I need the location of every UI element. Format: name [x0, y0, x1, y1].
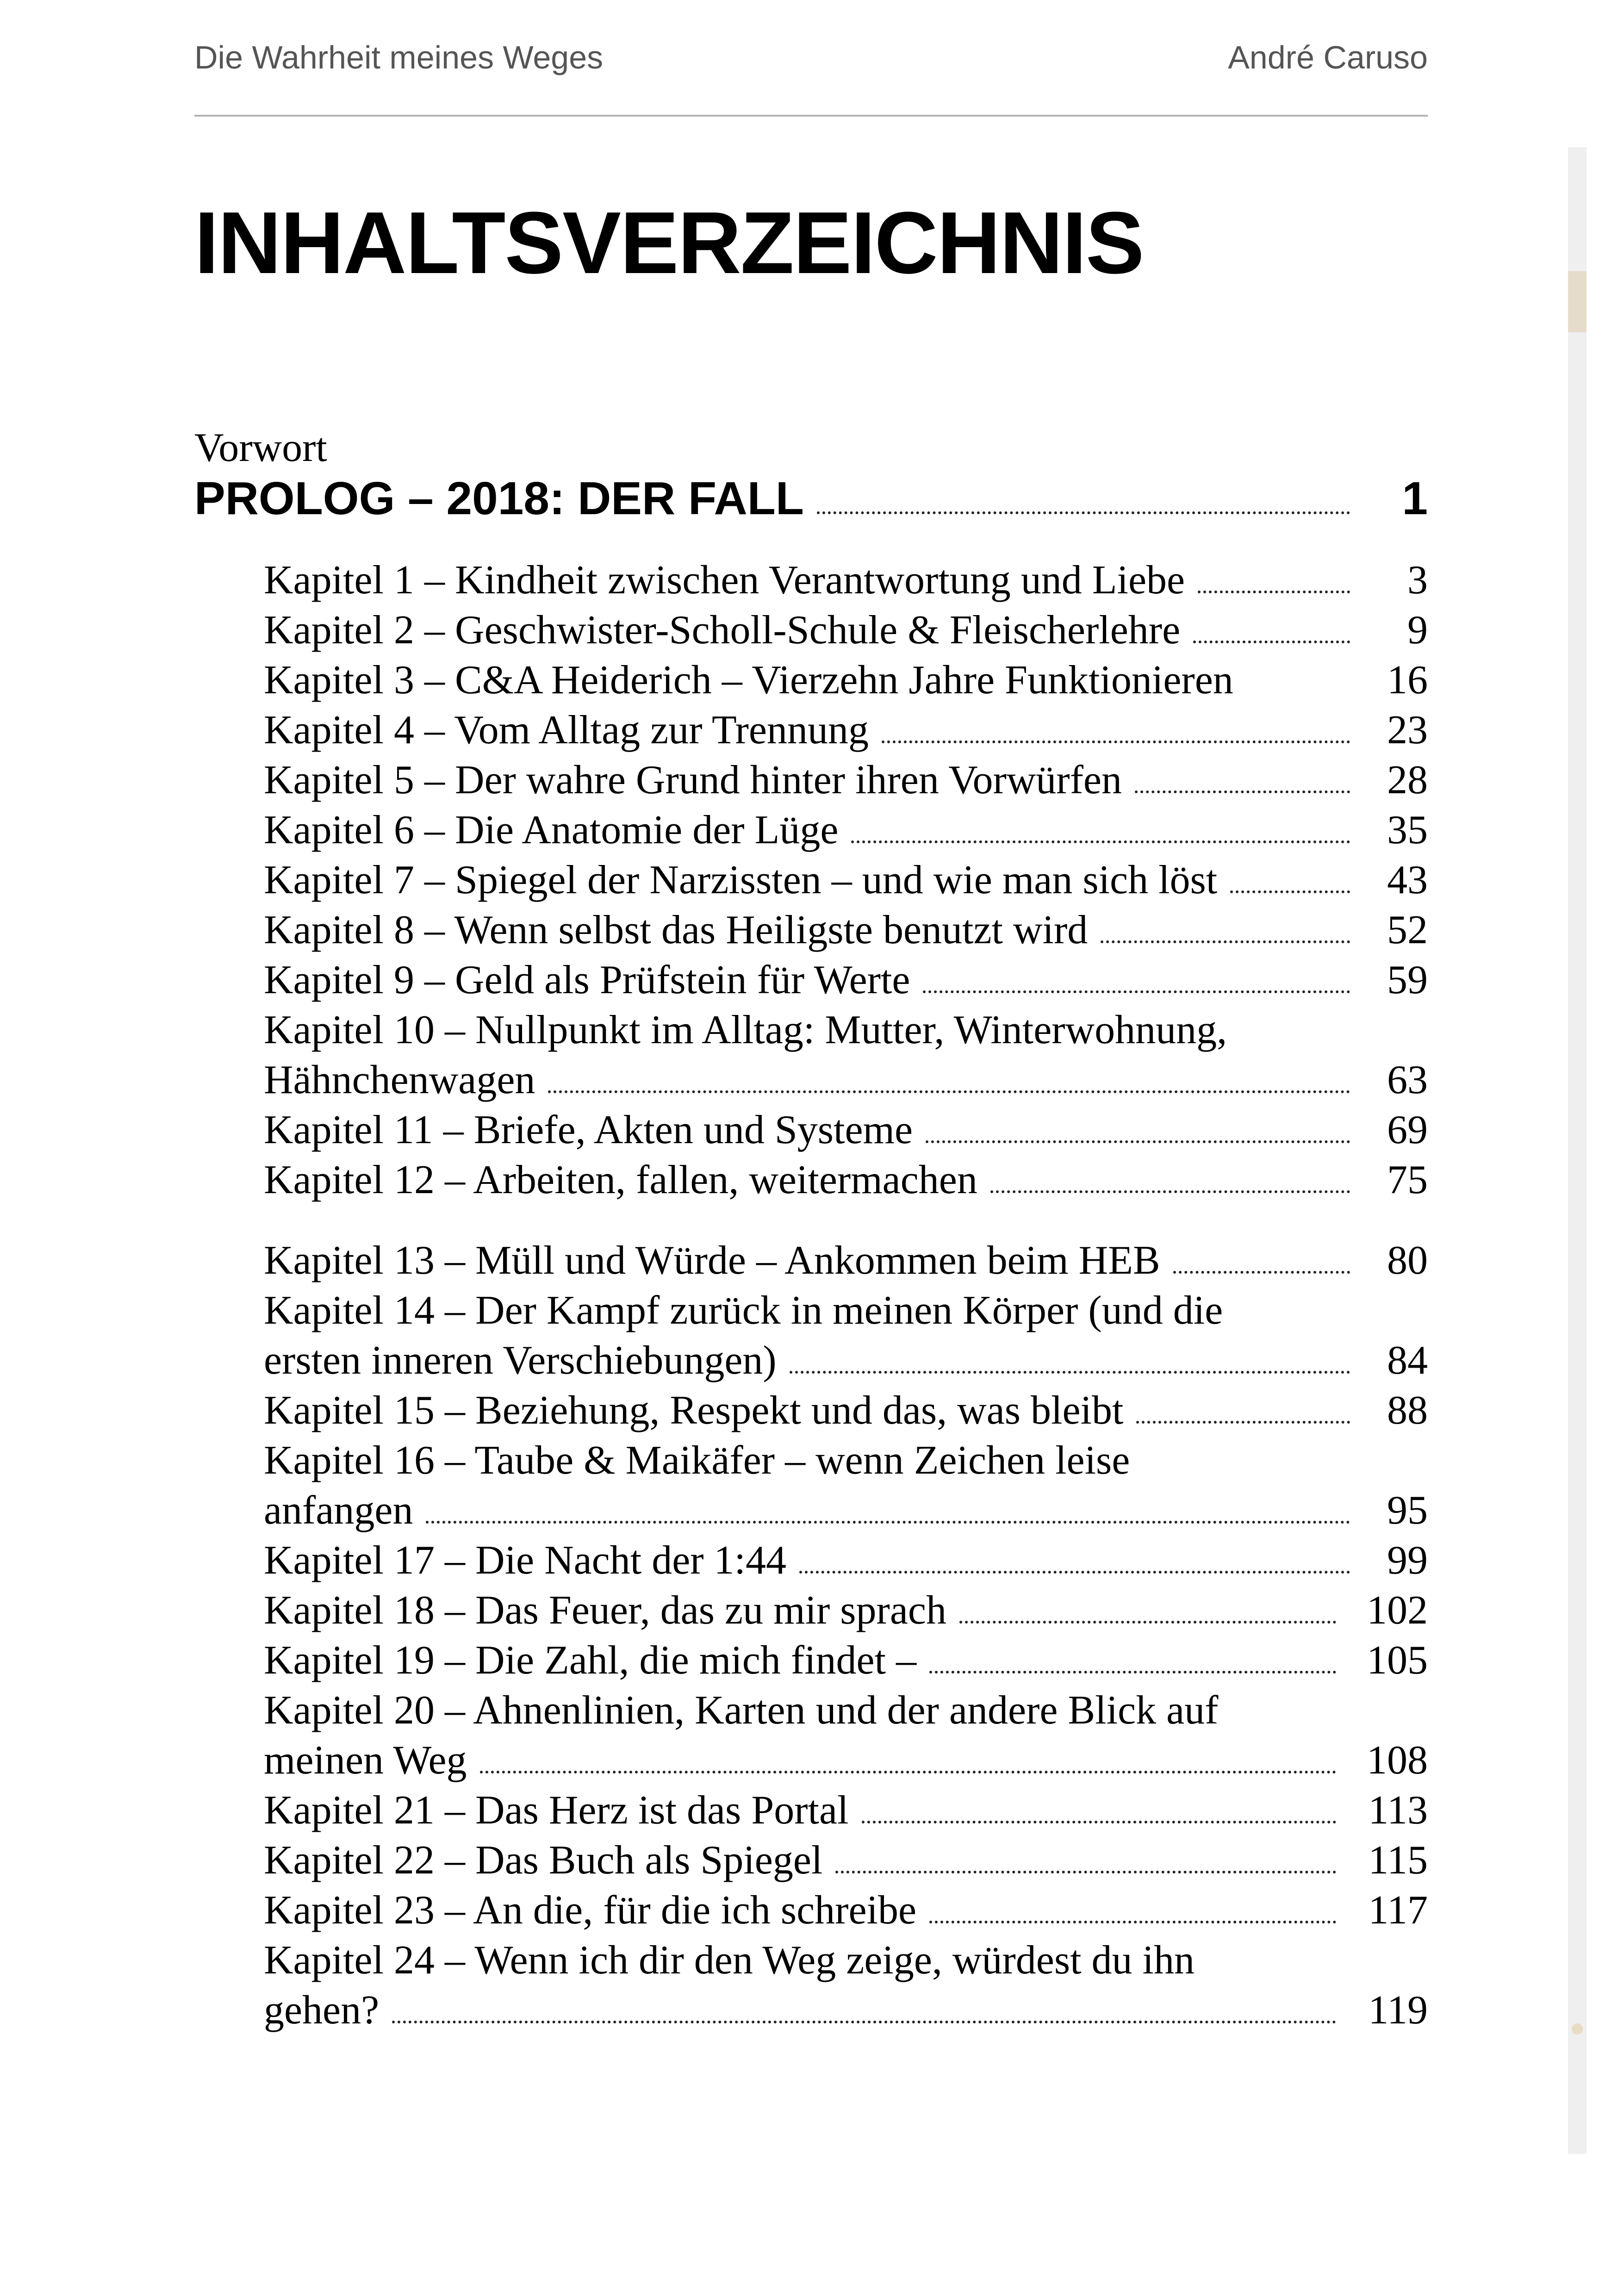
toc-entry[interactable] — [264, 755, 1428, 805]
dot-leader — [1193, 639, 1350, 643]
scroll-position-marker — [1572, 2023, 1583, 2035]
header-divider — [194, 115, 1428, 117]
dot-leader — [862, 1819, 1337, 1823]
toc-entry-row — [264, 1836, 1428, 1885]
toc-entry-page-number: 28 — [1387, 758, 1428, 803]
running-header — [194, 36, 1428, 79]
dot-leader — [480, 1769, 1337, 1773]
toc-entry-row — [264, 1236, 1428, 1286]
toc-entry-page-number: 3 — [1407, 558, 1428, 603]
dot-leader — [799, 1569, 1350, 1574]
toc-entry-title: Kapitel 11 – Briefe, Akten und Systeme — [264, 1108, 913, 1152]
toc-entry-page-number: 95 — [1387, 1488, 1428, 1533]
toc-entry-page-number: 108 — [1367, 1738, 1428, 1783]
toc-entry-title-line1: Kapitel 20 – Ahnenlinien, Karten und der andere Blick auf — [264, 1688, 1219, 1733]
scrollbar-track[interactable] — [1568, 147, 1587, 2154]
toc-entry-row — [264, 1736, 1428, 1786]
toc-entry-page-number: 88 — [1387, 1388, 1428, 1433]
toc-entry-row — [264, 1155, 1428, 1205]
toc-entry-page-number: 35 — [1387, 808, 1428, 852]
toc-entry-title: Kapitel 21 – Das Herz ist das Portal — [264, 1788, 849, 1833]
toc-entry-page-number: 43 — [1387, 858, 1428, 902]
toc-entry-page-number: 80 — [1387, 1238, 1428, 1283]
toc-entry-title-line1: Kapitel 14 – Der Kampf zurück in meinen Körper (und die — [264, 1288, 1223, 1333]
toc-entry-row — [264, 605, 1428, 655]
toc-entry[interactable] — [264, 1786, 1428, 1836]
toc-chapter-list — [264, 555, 1428, 2035]
toc-entry[interactable] — [264, 855, 1428, 905]
book-title: Die Wahrheit meines Weges — [194, 39, 604, 75]
toc-entry-page-number: 115 — [1368, 1838, 1428, 1883]
toc-entry-row — [264, 705, 1428, 755]
toc-entry-row — [264, 1586, 1428, 1636]
toc-entry-row — [264, 1105, 1428, 1155]
toc-entry-title: Kapitel 3 – C&A Heiderich – Vierzehn Jahre Funktionieren — [264, 658, 1233, 703]
toc-entry-page-number: 52 — [1387, 908, 1428, 952]
prolog-page-number: 1 — [1402, 473, 1428, 524]
toc-entry-row — [264, 1486, 1428, 1536]
toc-foreword[interactable]: Vorwort — [194, 425, 327, 470]
toc-entry-title-line2: meinen Weg — [264, 1738, 467, 1783]
dot-leader — [426, 1519, 1350, 1524]
toc-entry-row — [264, 1536, 1428, 1586]
toc-entry-row — [264, 1336, 1428, 1386]
toc-entry-row — [264, 1885, 1428, 1935]
toc-entry-title-line2: gehen? — [264, 1988, 380, 2033]
toc-entry-title-line2: anfangen — [264, 1488, 413, 1533]
toc-entry[interactable] — [264, 1836, 1428, 1885]
toc-entry-row — [264, 755, 1428, 805]
toc-entry-title: Kapitel 7 – Spiegel der Narzissten – und wie man sich löst — [264, 858, 1218, 902]
dot-leader — [1173, 1269, 1350, 1274]
toc-entry-row — [264, 855, 1428, 905]
toc-entry-title-line1: Kapitel 10 – Nullpunkt im Alltag: Mutter, Winterwohnung, — [264, 1008, 1227, 1052]
toc-entry[interactable] — [264, 1636, 1428, 1686]
toc-entry-page-number: 117 — [1368, 1888, 1428, 1933]
toc-entry-page-number: 119 — [1368, 1988, 1428, 2033]
toc-entry-page-number: 84 — [1387, 1338, 1428, 1383]
toc-entry-title-line2: Hähnchenwagen — [264, 1058, 535, 1102]
toc-entry-title: Kapitel 12 – Arbeiten, fallen, weitermachen — [264, 1157, 977, 1202]
toc-entry[interactable] — [264, 1586, 1428, 1636]
toc-entry-title: Kapitel 18 – Das Feuer, das zu mir sprach — [264, 1588, 946, 1633]
dot-leader — [392, 2019, 1336, 2023]
toc-entry-title: Kapitel 8 – Wenn selbst das Heiligste benutzt wird — [264, 908, 1088, 952]
dot-leader — [1136, 1419, 1350, 1424]
toc-entry-title: Kapitel 17 – Die Nacht der 1:44 — [264, 1538, 787, 1583]
toc-entry-row — [264, 955, 1428, 1005]
toc-entry-page-number: 113 — [1368, 1788, 1428, 1833]
toc-entry-row — [264, 1386, 1428, 1436]
toc-entry-page-number: 9 — [1407, 608, 1428, 653]
toc-entry[interactable] — [264, 605, 1428, 655]
toc-entry-title: Kapitel 5 – Der wahre Grund hinter ihren Vorwürfen — [264, 758, 1122, 803]
dot-leader — [1135, 789, 1350, 793]
toc-entry-title: Kapitel 22 – Das Buch als Spiegel — [264, 1838, 823, 1883]
toc-entry-page-number: 105 — [1367, 1638, 1428, 1683]
dot-leader — [817, 510, 1350, 514]
dot-leader — [959, 1619, 1336, 1624]
dot-leader — [882, 739, 1350, 743]
toc-prolog-entry[interactable] — [194, 472, 1428, 523]
toc-entry[interactable] — [264, 1536, 1428, 1586]
toc-entry-row — [264, 1636, 1428, 1686]
toc-entry-row — [264, 905, 1428, 955]
dot-leader — [929, 1669, 1336, 1674]
toc-entry-title: Kapitel 1 – Kindheit zwischen Verantwortung und Liebe — [264, 558, 1185, 603]
toc-entry-page-number: 69 — [1387, 1108, 1428, 1152]
dot-leader — [926, 1139, 1350, 1143]
toc-entry-title: Kapitel 6 – Die Anatomie der Lüge — [264, 808, 839, 852]
dot-leader — [929, 1919, 1336, 1923]
toc-entry-title: Kapitel 23 – An die, für die ich schreibe — [264, 1888, 917, 1933]
toc-entry-row — [264, 655, 1428, 705]
toc-entry-title-line1: Kapitel 16 – Taube & Maikäfer – wenn Zeichen leise — [264, 1438, 1130, 1483]
prolog-label: PROLOG – 2018: DER FALL — [194, 473, 804, 524]
toc-entry[interactable] — [264, 905, 1428, 955]
toc-entry[interactable] — [264, 555, 1428, 605]
toc-entry-row — [264, 1786, 1428, 1836]
toc-entry-page-number: 102 — [1367, 1588, 1428, 1633]
toc-entry-title: Kapitel 4 – Vom Alltag zur Trennung — [264, 708, 869, 753]
toc-entry-row — [264, 805, 1428, 855]
toc-entry[interactable] — [264, 1286, 1428, 1386]
toc-entry[interactable] — [264, 805, 1428, 855]
toc-entry[interactable] — [264, 1935, 1428, 2035]
toc-entry-page-number: 75 — [1387, 1157, 1428, 1202]
toc-entry[interactable] — [264, 1236, 1428, 1286]
toc-entry[interactable] — [264, 1105, 1428, 1155]
toc-entry-title-line2: ersten inneren Verschiebungen) — [264, 1338, 777, 1383]
dot-leader — [790, 1369, 1350, 1374]
toc-entry-page-number: 16 — [1387, 658, 1428, 703]
toc-entry[interactable] — [264, 705, 1428, 755]
toc-entry-title: Kapitel 13 – Müll und Würde – Ankommen beim HEB — [264, 1238, 1160, 1283]
dot-leader — [548, 1089, 1350, 1093]
toc-entry[interactable] — [264, 1386, 1428, 1436]
dot-leader — [1198, 589, 1350, 593]
dot-leader — [923, 989, 1350, 993]
toc-entry[interactable] — [264, 955, 1428, 1005]
toc-entry[interactable] — [264, 1436, 1428, 1536]
toc-entry-page-number: 59 — [1387, 958, 1428, 1002]
scrollbar-thumb[interactable] — [1568, 271, 1587, 332]
toc-entry-title: Kapitel 15 – Beziehung, Respekt und das, was bleibt — [264, 1388, 1124, 1433]
dot-leader — [851, 839, 1350, 843]
dot-leader — [835, 1869, 1336, 1873]
toc-entry[interactable] — [264, 1005, 1428, 1105]
toc-entry-page-number: 23 — [1387, 708, 1428, 753]
toc-entry-title: Kapitel 19 – Die Zahl, die mich findet – — [264, 1638, 917, 1683]
toc-entry-title-line1: Kapitel 24 – Wenn ich dir den Weg zeige, würdest du ihn — [264, 1938, 1195, 1983]
toc-entry-title: Kapitel 9 – Geld als Prüfstein für Werte — [264, 958, 910, 1002]
toc-entry-title: Kapitel 2 – Geschwister-Scholl-Schule & Fleischerlehre — [264, 608, 1181, 653]
dot-leader — [1230, 889, 1350, 893]
toc-entry[interactable] — [264, 1885, 1428, 1935]
page-title: INHALTSVERZEICHNIS — [194, 194, 1144, 292]
author-name: André Caruso — [1228, 39, 1428, 75]
toc-entry-row — [264, 555, 1428, 605]
dot-leader — [990, 1188, 1350, 1193]
dot-leader — [1101, 939, 1350, 943]
toc-entry[interactable] — [264, 1686, 1428, 1786]
toc-entry-row — [264, 1055, 1428, 1105]
toc-entry-row — [264, 1985, 1428, 2035]
toc-entry[interactable] — [264, 655, 1428, 705]
toc-entry-page-number: 99 — [1387, 1538, 1428, 1583]
toc-entry[interactable] — [264, 1155, 1428, 1205]
toc-entry-page-number: 63 — [1387, 1058, 1428, 1102]
